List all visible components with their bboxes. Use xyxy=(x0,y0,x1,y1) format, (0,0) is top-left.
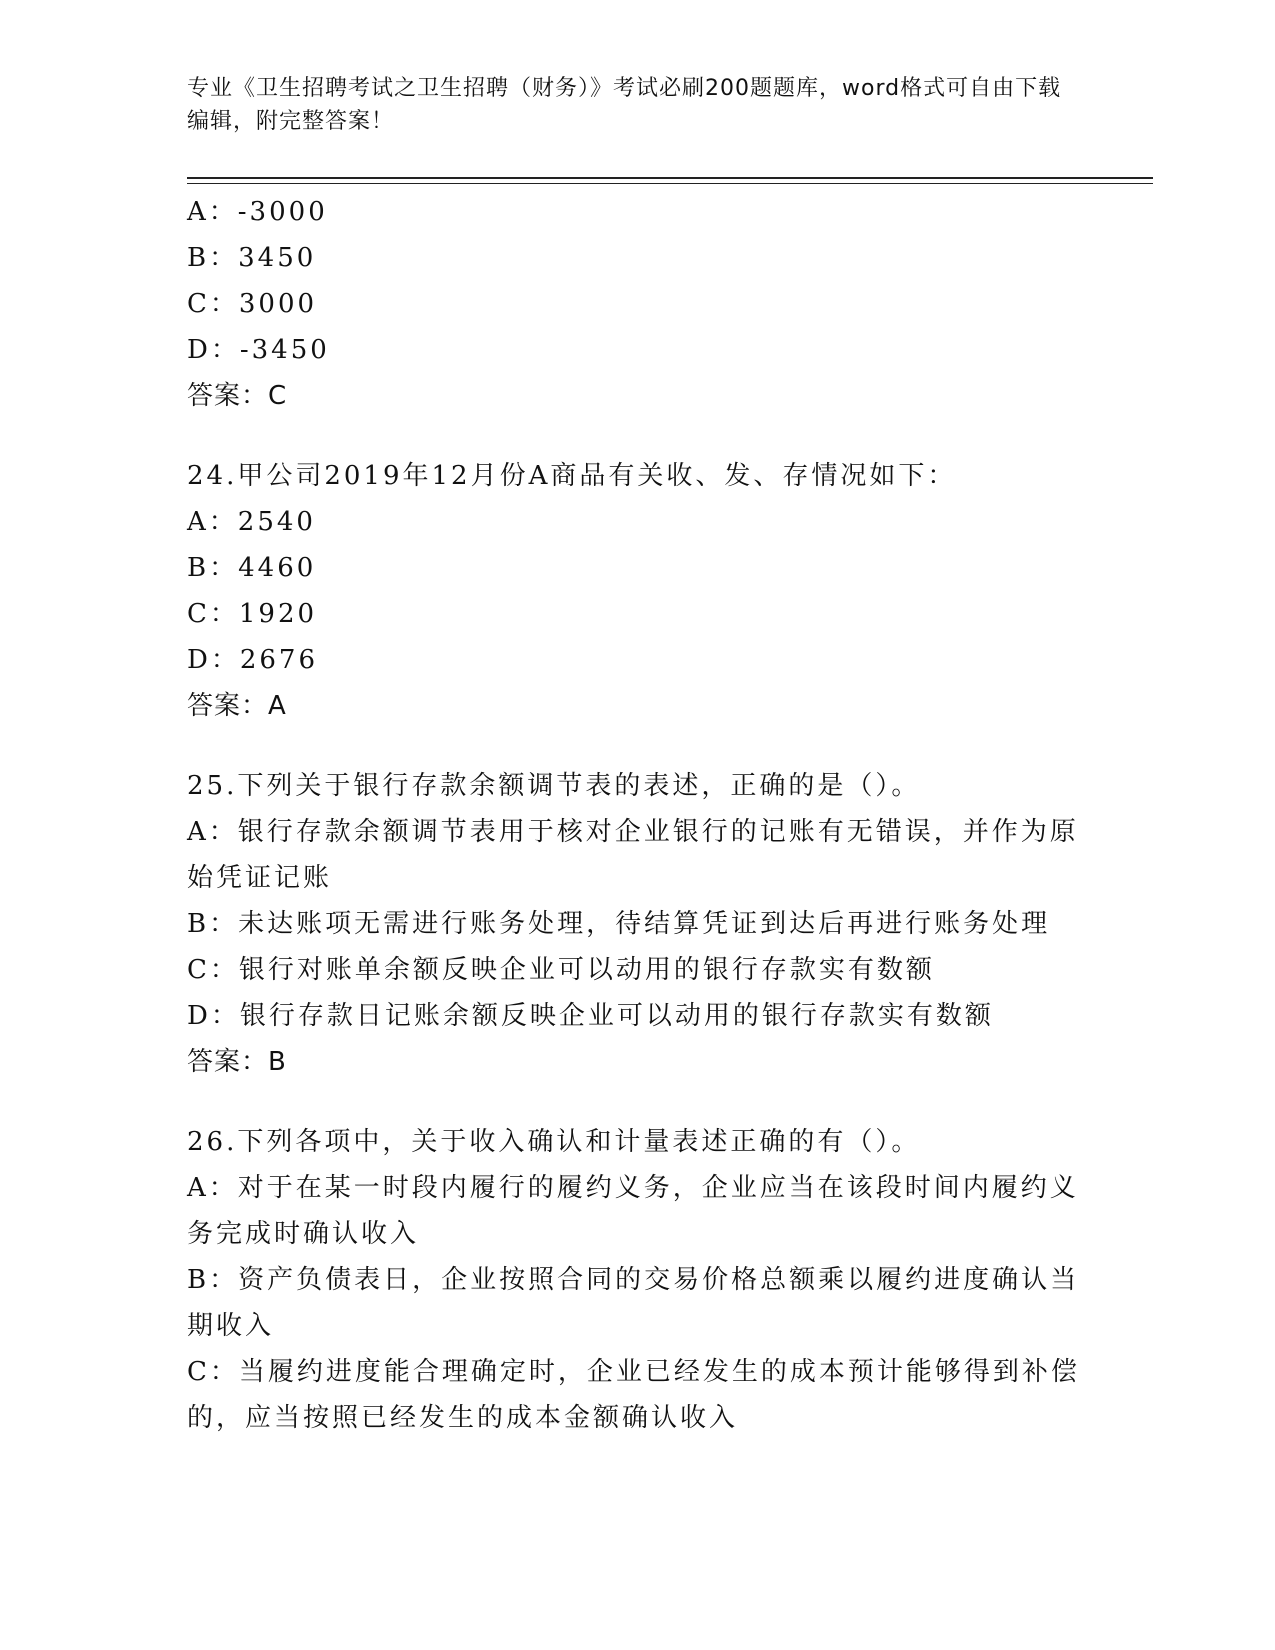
option-a: A：-3000 xyxy=(187,197,328,227)
option-d: D：2676 xyxy=(187,645,319,675)
option-d: D：银行存款日记账余额反映企业可以动用的银行存款实有数额 xyxy=(187,1001,994,1031)
option-c: C：当履约进度能合理确定时，企业已经发生的成本预计能够得到补偿的，应当按照已经发生的成本金额确认收入 xyxy=(187,1357,1080,1433)
question-stem: 25.下列关于银行存款余额调节表的表述，正确的是（）。 xyxy=(187,771,921,801)
answer-line: 答案：B xyxy=(187,1047,287,1077)
option-b: B：未达账项无需进行账务处理，待结算凭证到达后再进行账务处理 xyxy=(187,909,1051,939)
question-list xyxy=(187,189,1087,1441)
option-b: B：资产负债表日，企业按照合同的交易价格总额乘以履约进度确认当期收入 xyxy=(187,1265,1080,1341)
question-block-25 xyxy=(187,763,1087,1085)
option-d: D：-3450 xyxy=(187,335,330,365)
option-a: A：银行存款余额调节表用于核对企业银行的记账有无错误，并作为原始凭证记账 xyxy=(187,817,1079,893)
question-block-26 xyxy=(187,1119,1087,1441)
option-b: B：3450 xyxy=(187,243,317,273)
option-c: C：1920 xyxy=(187,599,318,629)
document-header: 专业《卫生招聘考试之卫生招聘（财务）》考试必刷200题题库，word格式可自由下载编辑，附完整答案！ xyxy=(187,76,1062,134)
answer-line: 答案：C xyxy=(187,381,288,411)
answer-line: 答案：A xyxy=(187,691,287,721)
question-block-24 xyxy=(187,453,1087,729)
option-c: C：银行对账单余额反映企业可以动用的银行存款实有数额 xyxy=(187,955,935,985)
question-stem: 24.甲公司2019年12月份A商品有关收、发、存情况如下： xyxy=(187,461,957,491)
question-block-23 xyxy=(187,189,1087,419)
option-c: C：3000 xyxy=(187,289,318,319)
option-b: B：4460 xyxy=(187,553,317,583)
header-divider-thick xyxy=(187,177,1153,179)
header-divider-thin xyxy=(187,183,1153,184)
option-a: A：对于在某一时段内履行的履约义务，企业应当在该段时间内履约义务完成时确认收入 xyxy=(187,1173,1079,1249)
option-a: A：2540 xyxy=(187,507,316,537)
question-stem: 26.下列各项中，关于收入确认和计量表述正确的有（）。 xyxy=(187,1127,921,1157)
